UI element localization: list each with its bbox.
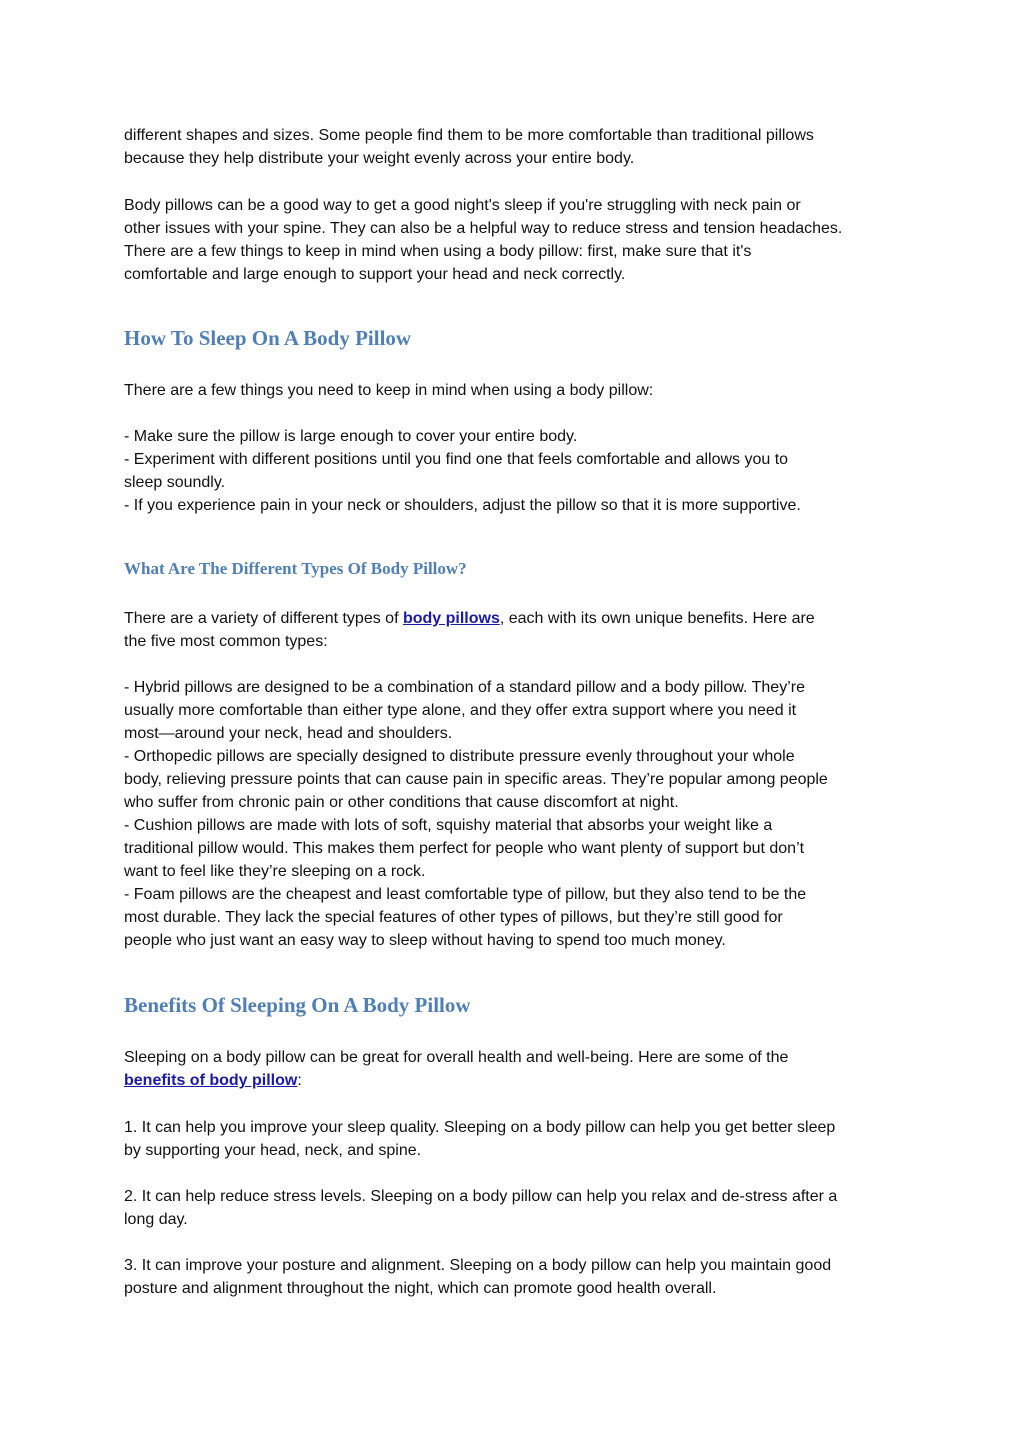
intro-paragraph-1 [124, 124, 904, 170]
list-item: traditional pillow would. This makes them perfect for people who want plenty of support but don’t [124, 840, 805, 857]
text-line: There are a few things to keep in mind when using a body pillow: first, make sure that it's [124, 243, 752, 260]
text-line: 1. It can help you improve your sleep quality. Sleeping on a body pillow can help you get better sleep [124, 1119, 836, 1136]
types-intro [124, 607, 904, 653]
intro-paragraph-2 [124, 194, 904, 286]
list-item: - Foam pillows are the cheapest and least comfortable type of pillow, but they also tend to be the [124, 886, 807, 903]
list-item: sleep soundly. [124, 474, 226, 491]
list-item: people who just want an easy way to sleep without having to spend too much money. [124, 932, 726, 949]
types-intro-text: There are a variety of different types of [124, 610, 403, 627]
list-item: - If you experience pain in your neck or shoulders, adjust the pillow so that it is more supportive. [124, 497, 801, 514]
text-line: different shapes and sizes. Some people find them to be more comfortable than traditional pillows [124, 127, 814, 144]
text-line: Body pillows can be a good way to get a good night's sleep if you're struggling with neck pain or [124, 197, 801, 214]
benefit-item-1 [124, 1116, 904, 1162]
list-item: most durable. They lack the special features of other types of pillows, but they’re still good for [124, 909, 783, 926]
text-line: 2. It can help reduce stress levels. Sleeping on a body pillow can help you relax and de-stress after a [124, 1188, 838, 1205]
list-item: - Experiment with different positions until you find one that feels comfortable and allows you to [124, 451, 789, 468]
benefit-item-2 [124, 1185, 904, 1231]
text-line [124, 1069, 904, 1092]
body-pillows-link[interactable]: body pillows [402, 610, 500, 627]
benefits-intro [124, 1046, 904, 1092]
text-line: posture and alignment throughout the night, which can promote good health overall. [124, 1280, 717, 1297]
list-item: usually more comfortable than either type alone, and they offer extra support where you need it [124, 702, 797, 719]
list-item: - Make sure the pillow is large enough to cover your entire body. [124, 428, 578, 445]
text-line [124, 607, 904, 630]
benefits-of-body-pillow-link[interactable]: benefits of body pillow [124, 1072, 298, 1089]
list-item: body, relieving pressure points that can cause pain in specific areas. They’re popular among people [124, 771, 828, 788]
list-item: - Cushion pillows are made with lots of soft, squishy material that absorbs your weight like a [124, 817, 773, 834]
list-item: most—around your neck, head and shoulders. [124, 725, 453, 742]
text-line: the five most common types: [124, 633, 328, 650]
benefit-item-3 [124, 1254, 904, 1300]
text-line: because they help distribute your weight evenly across your entire body. [124, 150, 635, 167]
text-line: long day. [124, 1211, 188, 1228]
how-to-list [124, 425, 904, 517]
text-line: Sleeping on a body pillow can be great for overall health and well-being. Here are some of the [124, 1049, 789, 1066]
list-item: - Hybrid pillows are designed to be a combination of a standard pillow and a body pillow. They’re [124, 679, 805, 696]
types-list [124, 676, 904, 952]
types-intro-text: , each with its own unique benefits. Here are [499, 610, 815, 627]
types-heading: What Are The Different Types Of Body Pillow? [124, 559, 467, 578]
benefits-intro-text: : [297, 1072, 302, 1089]
text-line: There are a few things you need to keep in mind when using a body pillow: [124, 382, 654, 399]
text-line: 3. It can improve your posture and alignment. Sleeping on a body pillow can help you maintain good [124, 1257, 832, 1274]
list-item: - Orthopedic pillows are specially designed to distribute pressure evenly throughout your whole [124, 748, 795, 765]
text-line: comfortable and large enough to support your head and neck correctly. [124, 266, 626, 283]
how-to-intro [124, 379, 904, 402]
list-item: want to feel like they’re sleeping on a rock. [124, 863, 426, 880]
list-item: who suffer from chronic pain or other conditions that cause discomfort at night. [124, 794, 679, 811]
text-line: other issues with your spine. They can also be a helpful way to reduce stress and tension headaches. [124, 220, 843, 237]
benefits-heading: Benefits Of Sleeping On A Body Pillow [124, 993, 471, 1017]
text-line: by supporting your head, neck, and spine. [124, 1142, 422, 1159]
how-to-heading: How To Sleep On A Body Pillow [124, 326, 412, 350]
